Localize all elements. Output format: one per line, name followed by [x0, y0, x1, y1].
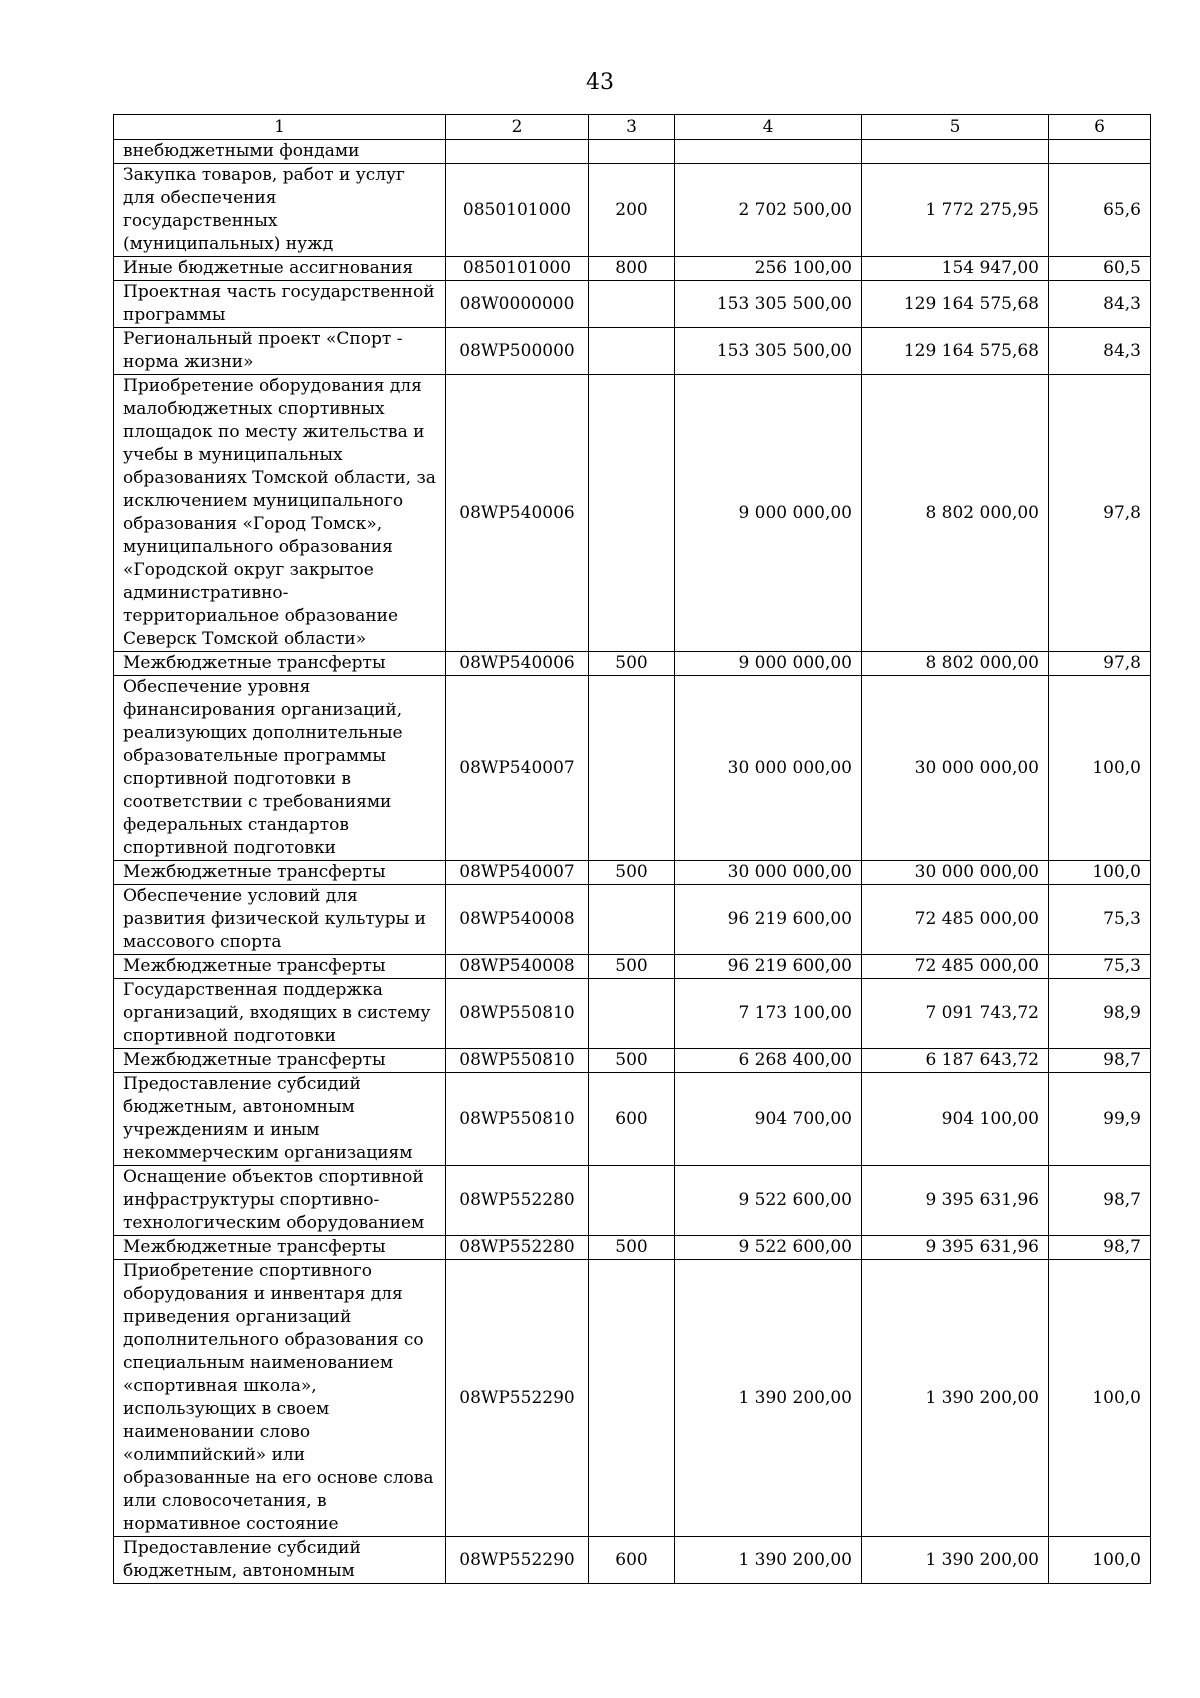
row-type-cell	[589, 375, 675, 652]
row-fact-cell: 1 390 200,00	[862, 1260, 1049, 1537]
table-row	[114, 1073, 1151, 1166]
row-percent-cell: 100,0	[1049, 1260, 1151, 1537]
row-fact-cell: 72 485 000,00	[862, 955, 1049, 979]
table-row	[114, 257, 1151, 281]
row-name-cell: внебюджетными фондами	[114, 140, 446, 164]
table-header-row	[114, 115, 1151, 140]
budget-table	[113, 114, 1151, 1584]
table-row	[114, 1049, 1151, 1073]
row-name-cell: Межбюджетные трансферты	[114, 652, 446, 676]
table-row	[114, 140, 1151, 164]
row-plan-cell: 30 000 000,00	[675, 676, 862, 861]
row-fact-cell: 154 947,00	[862, 257, 1049, 281]
table-body	[114, 140, 1151, 1584]
row-code-cell: 0850101000	[446, 257, 589, 281]
table-row	[114, 676, 1151, 861]
row-type-cell	[589, 1166, 675, 1236]
row-percent-cell: 98,7	[1049, 1049, 1151, 1073]
row-fact-cell: 8 802 000,00	[862, 375, 1049, 652]
row-plan-cell: 30 000 000,00	[675, 861, 862, 885]
row-type-cell	[589, 281, 675, 328]
row-name-cell: Государственная поддержка организаций, входящих в систему спортивной подготовки	[114, 979, 446, 1049]
row-code-cell: 08WP540008	[446, 885, 589, 955]
row-name-cell: Закупка товаров, работ и услуг для обеспечения государственных (муниципальных) нужд	[114, 164, 446, 257]
table-row	[114, 1236, 1151, 1260]
row-name-cell: Обеспечение уровня финансирования организаций, реализующих дополнительные образовательные программы спортивной подготовки в соответствии с требованиями федеральных стандартов спортивной подготовки	[114, 676, 446, 861]
page-number: 43	[586, 70, 614, 95]
row-code-cell: 08WP540007	[446, 676, 589, 861]
row-percent-cell: 75,3	[1049, 955, 1151, 979]
row-fact-cell: 1 772 275,95	[862, 164, 1049, 257]
row-plan-cell: 1 390 200,00	[675, 1537, 862, 1584]
row-type-cell	[589, 885, 675, 955]
row-fact-cell: 8 802 000,00	[862, 652, 1049, 676]
table-row	[114, 164, 1151, 257]
row-plan-cell: 904 700,00	[675, 1073, 862, 1166]
row-code-cell: 0850101000	[446, 164, 589, 257]
row-percent-cell: 100,0	[1049, 861, 1151, 885]
row-plan-cell: 96 219 600,00	[675, 955, 862, 979]
row-code-cell: 08WP552280	[446, 1236, 589, 1260]
row-plan-cell: 2 702 500,00	[675, 164, 862, 257]
row-type-cell: 200	[589, 164, 675, 257]
row-code-cell: 08WP550810	[446, 979, 589, 1049]
row-plan-cell: 9 000 000,00	[675, 652, 862, 676]
row-name-cell: Региональный проект «Спорт - норма жизни»	[114, 328, 446, 375]
table-row	[114, 375, 1151, 652]
row-type-cell: 600	[589, 1537, 675, 1584]
row-percent-cell: 98,7	[1049, 1166, 1151, 1236]
row-percent-cell	[1049, 140, 1151, 164]
row-name-cell: Приобретение спортивного оборудования и инвентаря для приведения организаций дополнительного образования со специальным наименованием «спортивная школа», использующих в своем наименовании слово «олимпийский» или образованные на его основе слова или словосочетания, в нормативное состояние	[114, 1260, 446, 1537]
row-code-cell: 08WP500000	[446, 328, 589, 375]
row-fact-cell: 129 164 575,68	[862, 281, 1049, 328]
row-fact-cell: 7 091 743,72	[862, 979, 1049, 1049]
row-percent-cell: 75,3	[1049, 885, 1151, 955]
table-row	[114, 885, 1151, 955]
row-type-cell	[589, 676, 675, 861]
row-percent-cell: 65,6	[1049, 164, 1151, 257]
header-col-4: 4	[675, 115, 862, 140]
table-row	[114, 328, 1151, 375]
row-type-cell: 500	[589, 1236, 675, 1260]
row-name-cell: Межбюджетные трансферты	[114, 955, 446, 979]
row-percent-cell: 84,3	[1049, 328, 1151, 375]
row-fact-cell: 904 100,00	[862, 1073, 1049, 1166]
header-col-6: 6	[1049, 115, 1151, 140]
row-type-cell: 500	[589, 1049, 675, 1073]
row-type-cell	[589, 979, 675, 1049]
row-plan-cell: 9 522 600,00	[675, 1236, 862, 1260]
row-code-cell: 08WP540008	[446, 955, 589, 979]
table-row	[114, 281, 1151, 328]
row-name-cell: Иные бюджетные ассигнования	[114, 257, 446, 281]
row-code-cell: 08W0000000	[446, 281, 589, 328]
row-type-cell: 600	[589, 1073, 675, 1166]
table-row	[114, 652, 1151, 676]
row-fact-cell: 9 395 631,96	[862, 1166, 1049, 1236]
row-name-cell: Проектная часть государственной программы	[114, 281, 446, 328]
row-name-cell: Предоставление субсидий бюджетным, автономным учреждениям и иным некоммерческим организациям	[114, 1073, 446, 1166]
row-fact-cell	[862, 140, 1049, 164]
row-code-cell: 08WP550810	[446, 1073, 589, 1166]
table-row	[114, 979, 1151, 1049]
row-name-cell: Межбюджетные трансферты	[114, 1049, 446, 1073]
row-percent-cell: 99,9	[1049, 1073, 1151, 1166]
header-col-2: 2	[446, 115, 589, 140]
row-plan-cell: 153 305 500,00	[675, 328, 862, 375]
row-type-cell	[589, 1260, 675, 1537]
row-name-cell: Межбюджетные трансферты	[114, 861, 446, 885]
row-code-cell: 08WP552290	[446, 1260, 589, 1537]
row-code-cell: 08WP552280	[446, 1166, 589, 1236]
header-col-3: 3	[589, 115, 675, 140]
row-type-cell: 500	[589, 652, 675, 676]
row-percent-cell: 97,8	[1049, 375, 1151, 652]
row-fact-cell: 30 000 000,00	[862, 676, 1049, 861]
row-percent-cell: 84,3	[1049, 281, 1151, 328]
row-percent-cell: 98,9	[1049, 979, 1151, 1049]
row-fact-cell: 72 485 000,00	[862, 885, 1049, 955]
row-fact-cell: 1 390 200,00	[862, 1537, 1049, 1584]
row-fact-cell: 9 395 631,96	[862, 1236, 1049, 1260]
row-percent-cell: 100,0	[1049, 1537, 1151, 1584]
row-code-cell: 08WP540006	[446, 652, 589, 676]
table-row	[114, 1537, 1151, 1584]
row-name-cell: Оснащение объектов спортивной инфраструктуры спортивно-технологическим оборудованием	[114, 1166, 446, 1236]
row-percent-cell: 60,5	[1049, 257, 1151, 281]
row-type-cell	[589, 140, 675, 164]
row-fact-cell: 30 000 000,00	[862, 861, 1049, 885]
row-fact-cell: 6 187 643,72	[862, 1049, 1049, 1073]
row-type-cell	[589, 328, 675, 375]
table-row	[114, 1166, 1151, 1236]
row-plan-cell: 1 390 200,00	[675, 1260, 862, 1537]
row-percent-cell: 98,7	[1049, 1236, 1151, 1260]
row-type-cell: 800	[589, 257, 675, 281]
row-plan-cell: 256 100,00	[675, 257, 862, 281]
row-name-cell: Обеспечение условий для развития физической культуры и массового спорта	[114, 885, 446, 955]
row-plan-cell: 153 305 500,00	[675, 281, 862, 328]
row-percent-cell: 100,0	[1049, 676, 1151, 861]
row-plan-cell: 9 522 600,00	[675, 1166, 862, 1236]
row-code-cell: 08WP552290	[446, 1537, 589, 1584]
row-plan-cell: 96 219 600,00	[675, 885, 862, 955]
header-col-1: 1	[114, 115, 446, 140]
row-plan-cell: 7 173 100,00	[675, 979, 862, 1049]
row-code-cell: 08WP540006	[446, 375, 589, 652]
header-col-5: 5	[862, 115, 1049, 140]
row-type-cell: 500	[589, 955, 675, 979]
row-type-cell: 500	[589, 861, 675, 885]
row-code-cell: 08WP550810	[446, 1049, 589, 1073]
row-code-cell: 08WP540007	[446, 861, 589, 885]
table-row	[114, 955, 1151, 979]
row-fact-cell: 129 164 575,68	[862, 328, 1049, 375]
row-percent-cell: 97,8	[1049, 652, 1151, 676]
row-plan-cell	[675, 140, 862, 164]
row-name-cell: Приобретение оборудования для малобюджетных спортивных площадок по месту жительства и учебы в муниципальных образованиях Томской области, за исключением муниципального образования «Город Томск», муниципального образования «Городской округ закрытое административно-территориальное образование Северск Томской области»	[114, 375, 446, 652]
row-code-cell	[446, 140, 589, 164]
table-row	[114, 861, 1151, 885]
row-plan-cell: 9 000 000,00	[675, 375, 862, 652]
row-name-cell: Предоставление субсидий бюджетным, автономным	[114, 1537, 446, 1584]
table-row	[114, 1260, 1151, 1537]
row-name-cell: Межбюджетные трансферты	[114, 1236, 446, 1260]
row-plan-cell: 6 268 400,00	[675, 1049, 862, 1073]
